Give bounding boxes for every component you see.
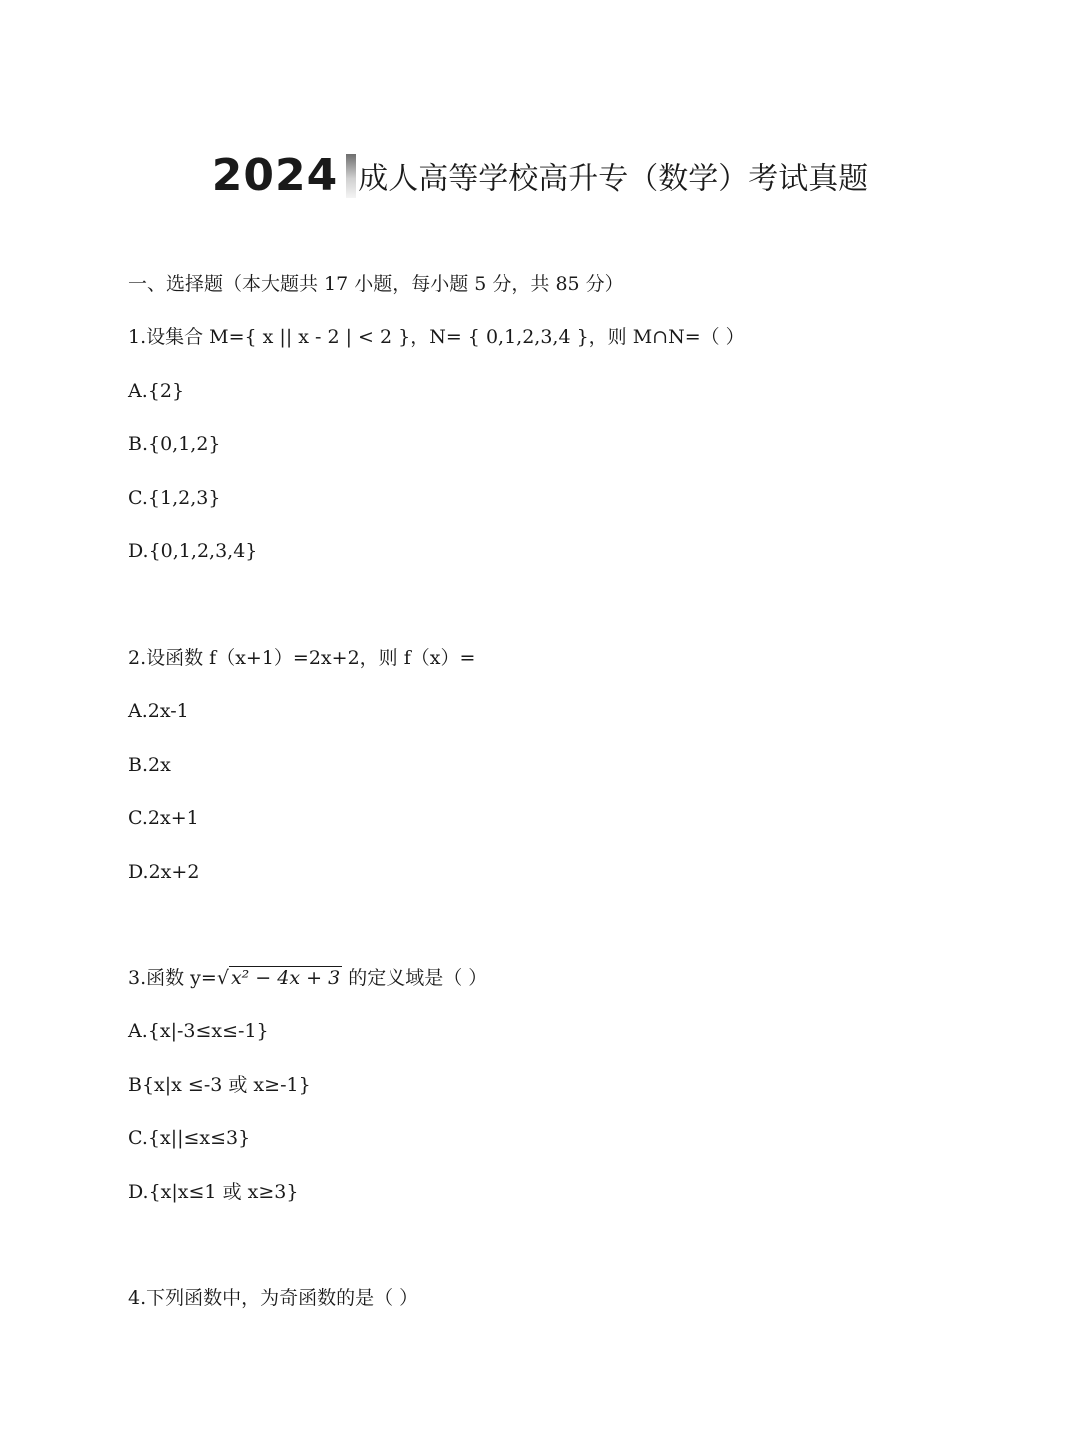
section-heading: 一、选择题（本大题共 17 小题，每小题 5 分，共 85 分）	[128, 273, 624, 295]
question-1-stem: 1.设集合 M={ x || x - 2 | < 2 }，N= { 0,1,2,3,4 }，则 M∩N=（ ）	[128, 326, 745, 348]
question-2-option-d: D.2x+2	[128, 861, 200, 883]
document-title	[0, 150, 1080, 201]
question-4-stem: 4.下列函数中，为奇函数的是（ ）	[128, 1287, 419, 1309]
question-3-option-c: C.{x||≤x≤3}	[128, 1127, 251, 1149]
question-3-stem	[128, 965, 487, 991]
title-year: 2024	[211, 150, 339, 201]
question-1-option-c: C.{1,2,3}	[128, 487, 221, 509]
question-3-option-b: B{x|x ≤-3 或 x≥-1}	[128, 1074, 311, 1096]
sqrt-radicand: x² − 4x + 3	[230, 967, 341, 989]
title-cursor-mark	[346, 154, 356, 198]
question-2-option-c: C.2x+1	[128, 807, 199, 829]
title-text: 成人高等学校高升专（数学）考试真题	[358, 161, 869, 197]
question-2-stem: 2.设函数 f（x+1）=2x+2，则 f（x）=	[128, 647, 476, 669]
question-1-option-b: B.{0,1,2}	[128, 433, 221, 455]
question-3-option-a: A.{x|-3≤x≤-1}	[128, 1020, 269, 1042]
question-3-option-d: D.{x|x≤1 或 x≥3}	[128, 1181, 299, 1203]
question-3-stem-suffix: 的定义域是（ ）	[342, 967, 488, 989]
question-3-stem-prefix: 3.函数 y=	[128, 967, 217, 989]
question-1-option-a: A.{2}	[128, 380, 185, 402]
question-2-option-a: A.2x-1	[128, 700, 189, 722]
question-1-option-d: D.{0,1,2,3,4}	[128, 540, 258, 562]
question-2-option-b: B.2x	[128, 754, 171, 776]
sqrt-symbol: √	[216, 967, 229, 989]
